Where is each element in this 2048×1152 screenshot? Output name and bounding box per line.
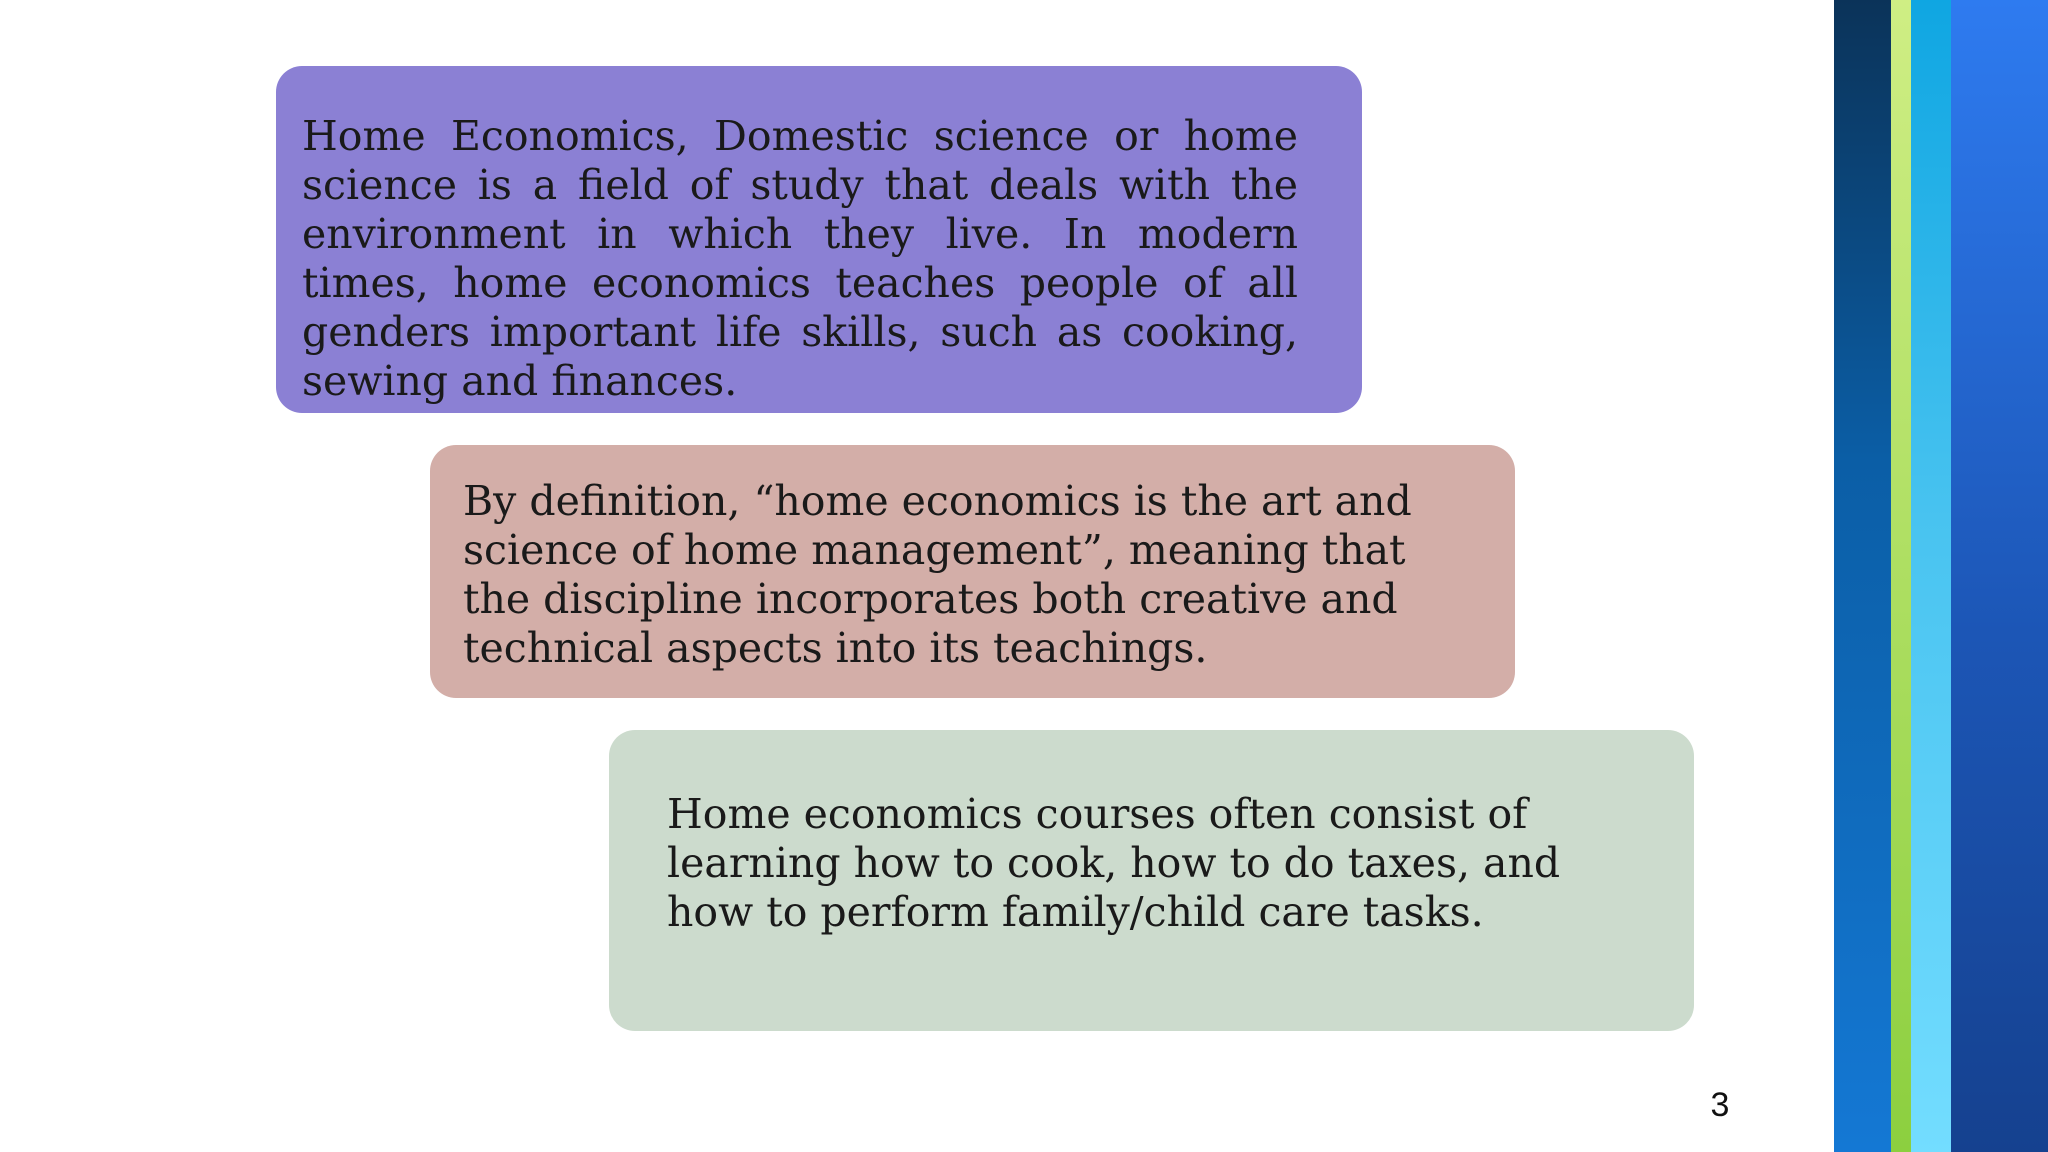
definition-box-home-economics [276,66,1362,413]
definition-box-art-and-science [430,445,1515,698]
definition-text: Home economics courses often consist of learning how to cook, how to do taxes, and how to perform family/child care tasks. [667,790,1561,936]
decorative-stripe-green [1891,0,1911,1152]
definition-text: Home Economics, Domestic science or home science is a field of study that deals with the environment in which they live. In modern times, home economics teaches people of all genders important life skills, such as cooking, sewing and finances. [302,112,1298,405]
page-number: 3 [1710,1086,1730,1124]
decorative-stripe-blue [1951,0,2048,1152]
decorative-stripe-navy [1834,0,1891,1152]
decorative-stripe-cyan [1911,0,1951,1152]
definition-text: By definition, “home economics is the art and science of home management”, meaning that the discipline incorporates both creative and technical aspects into its teachings. [463,477,1412,672]
definition-box-courses [609,730,1694,1031]
